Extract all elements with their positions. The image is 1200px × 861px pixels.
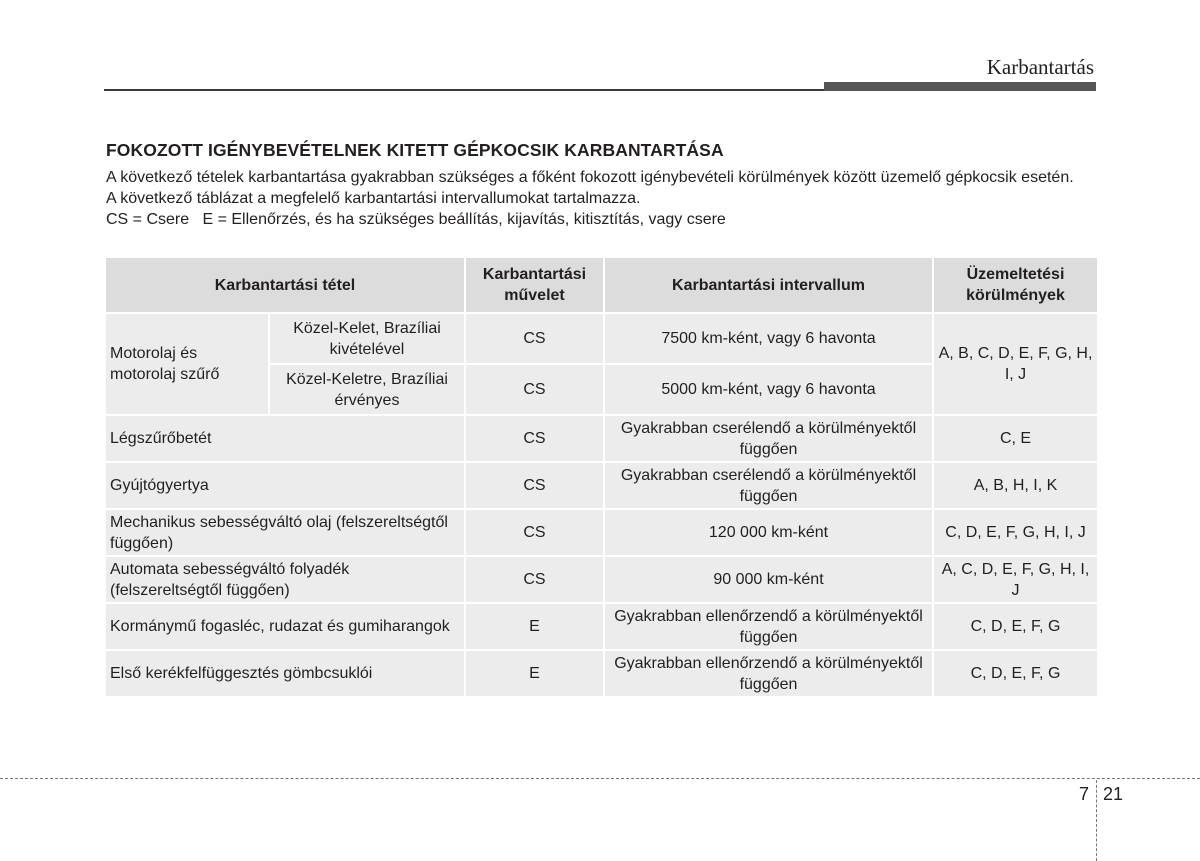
cell-item: Kormánymű fogasléc, rudazat és gumiharangok [105,603,465,650]
cell-interval: Gyakrabban ellenőrzendő a körülményektől függően [604,650,933,697]
cell-operation: CS [465,462,604,509]
cell-item: Automata sebességváltó folyadék (felszereltségtől függően) [105,556,465,603]
cell-interval: Gyakrabban cserélendő a körülményektől függően [604,462,933,509]
header-operation: Karbantartási művelet [465,257,604,313]
table-row [105,313,1098,364]
table-row [105,415,1098,462]
cell-interval: 120 000 km-ként [604,509,933,556]
header-rule-thin [104,89,824,91]
cell-item: Gyújtógyertya [105,462,465,509]
header-conditions: Üzemeltetési körülmények [933,257,1098,313]
cell-operation: E [465,650,604,697]
cell-interval: 5000 km-ként, vagy 6 havonta [604,364,933,415]
cell-operation: CS [465,415,604,462]
footer-dashed-rule [0,778,1200,779]
page-number: 21 [1103,784,1124,804]
section-content [106,140,1096,230]
cell-interval: Gyakrabban cserélendő a körülményektől függően [604,415,933,462]
header-interval: Karbantartási intervallum [604,257,933,313]
cell-item: Motorolaj és motorolaj szűrő [105,313,269,415]
cell-operation: CS [465,364,604,415]
cell-item: Mechanikus sebességváltó olaj (felszereltségtől függően) [105,509,465,556]
section-title: FOKOZOTT IGÉNYBEVÉTELNEK KITETT GÉPKOCSIK KARBANTARTÁSA [106,140,724,160]
table-row [105,556,1098,603]
header-item: Karbantartási tétel [105,257,465,313]
maintenance-table [104,256,1099,698]
cell-operation: E [465,603,604,650]
cell-operation: CS [465,509,604,556]
header-rule-thick [824,82,1096,91]
cell-conditions: C, D, E, F, G [933,650,1098,697]
cell-conditions: A, B, C, D, E, F, G, H, I, J [933,313,1098,415]
cell-interval: Gyakrabban ellenőrzendő a körülményektől függően [604,603,933,650]
table-row [105,509,1098,556]
cell-interval: 7500 km-ként, vagy 6 havonta [604,313,933,364]
table-header-row [105,257,1098,313]
cell-conditions: C, E [933,415,1098,462]
table-row [105,462,1098,509]
cell-conditions: C, D, E, F, G, H, I, J [933,509,1098,556]
cell-item: Légszűrőbetét [105,415,465,462]
footer-dashed-divider [1096,780,1097,861]
page-header-title: Karbantartás [986,55,1094,79]
table-row [105,603,1098,650]
legend-paragraph: CS = Csere E = Ellenőrzés, és ha szükséges beállítás, kijavítás, kitisztítás, vagy csere [106,211,726,228]
chapter-number: 7 [1079,784,1090,804]
cell-operation: CS [465,313,604,364]
cell-conditions: A, B, H, I, K [933,462,1098,509]
cell-region: Közel-Keletre, Brazíliai érvényes [269,364,465,415]
cell-interval: 90 000 km-ként [604,556,933,603]
cell-operation: CS [465,556,604,603]
cell-item: Első kerékfelfüggesztés gömbcsuklói [105,650,465,697]
cell-conditions: C, D, E, F, G [933,603,1098,650]
cell-region: Közel-Kelet, Brazíliai kivételével [269,313,465,364]
cell-conditions: A, C, D, E, F, G, H, I, J [933,556,1098,603]
table-intro-paragraph: A következő táblázat a megfelelő karbantartási intervallumokat tartalmazza. [106,190,641,207]
table-row [105,650,1098,697]
intro-paragraph: A következő tételek karbantartása gyakrabban szükséges a főként fokozott igénybevételi körülmények között üzemelő gépkocsik esetén. [106,169,1074,186]
